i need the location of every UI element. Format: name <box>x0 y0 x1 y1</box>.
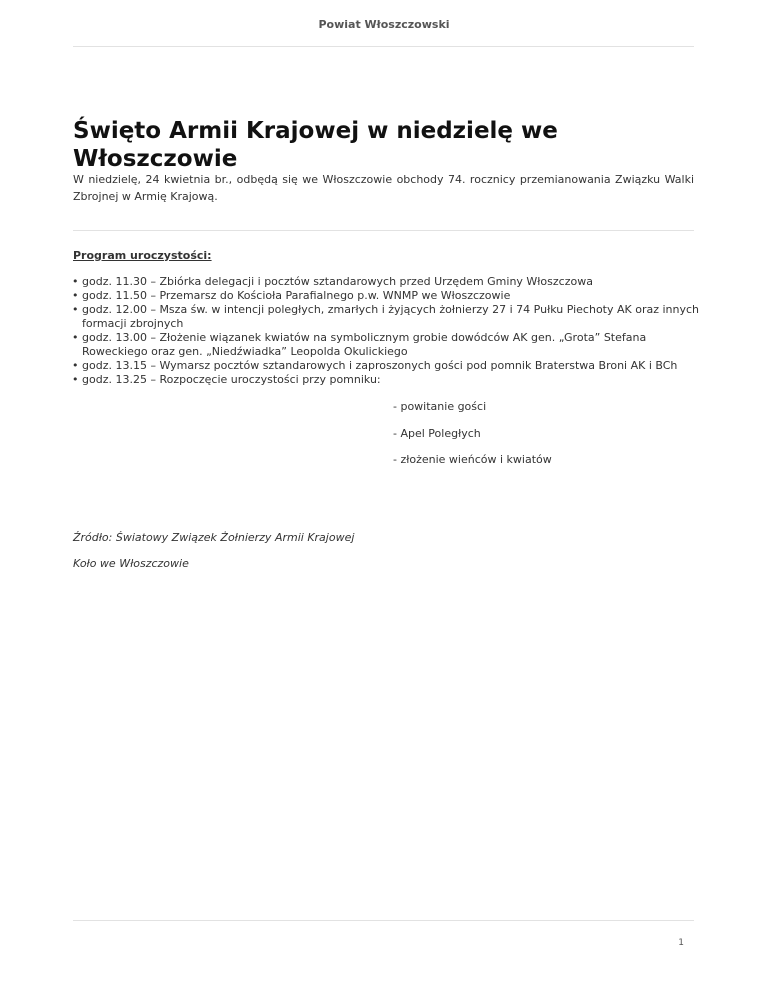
header-divider <box>73 46 694 47</box>
program-item: • godz. 13.25 – Rozpoczęcie uroczystości przy pomniku: <box>82 373 703 387</box>
program-item: • godz. 12.00 – Msza św. w intencji poległych, zmarłych i żyjących żołnierzy 27 i 74 Pułku Piechoty AK oraz innych formacji zbrojnych <box>82 303 703 331</box>
program-item: • godz. 11.30 – Zbiórka delegacji i pocztów sztandarowych przed Urzędem Gminy Włoszczowa <box>82 275 703 289</box>
source-attribution-branch: Koło we Włoszczowie <box>73 557 189 570</box>
ceremony-subitem: - Apel Poległych <box>393 427 481 440</box>
program-list <box>73 275 703 387</box>
ceremony-subitem: - złożenie wieńców i kwiatów <box>393 453 552 466</box>
program-heading: Program uroczystości: <box>73 249 212 262</box>
source-attribution: Źródło: Światowy Związek Żołnierzy Armii Krajowej <box>73 531 355 544</box>
article-title: Święto Armii Krajowej w niedzielę we Włoszczowie <box>73 118 558 172</box>
program-item: • godz. 11.50 – Przemarsz do Kościoła Parafialnego p.w. WNMP we Włoszczowie <box>82 289 703 303</box>
site-header-title: Powiat Włoszczowski <box>318 18 450 31</box>
section-divider <box>73 230 694 231</box>
program-item: • godz. 13.15 – Wymarsz pocztów sztandarowych i zaproszonych gości pod pomnik Braterstwa Broni AK i BCh <box>82 359 703 373</box>
program-item: • godz. 13.00 – Złożenie wiązanek kwiatów na symbolicznym grobie dowódców AK gen. „Grota” Stefana Roweckiego oraz gen. „Niedźwiadka” Leopolda Okulickiego <box>82 331 703 359</box>
article-intro: W niedzielę, 24 kwietnia br., odbędą się we Włoszczowie obchody 74. rocznicy przemianowania Związku Walki Zbrojnej w Armię Krajową. <box>73 173 694 203</box>
page-number: 1 <box>678 938 684 948</box>
footer-divider <box>73 920 694 921</box>
ceremony-subitem: - powitanie gości <box>393 400 487 413</box>
